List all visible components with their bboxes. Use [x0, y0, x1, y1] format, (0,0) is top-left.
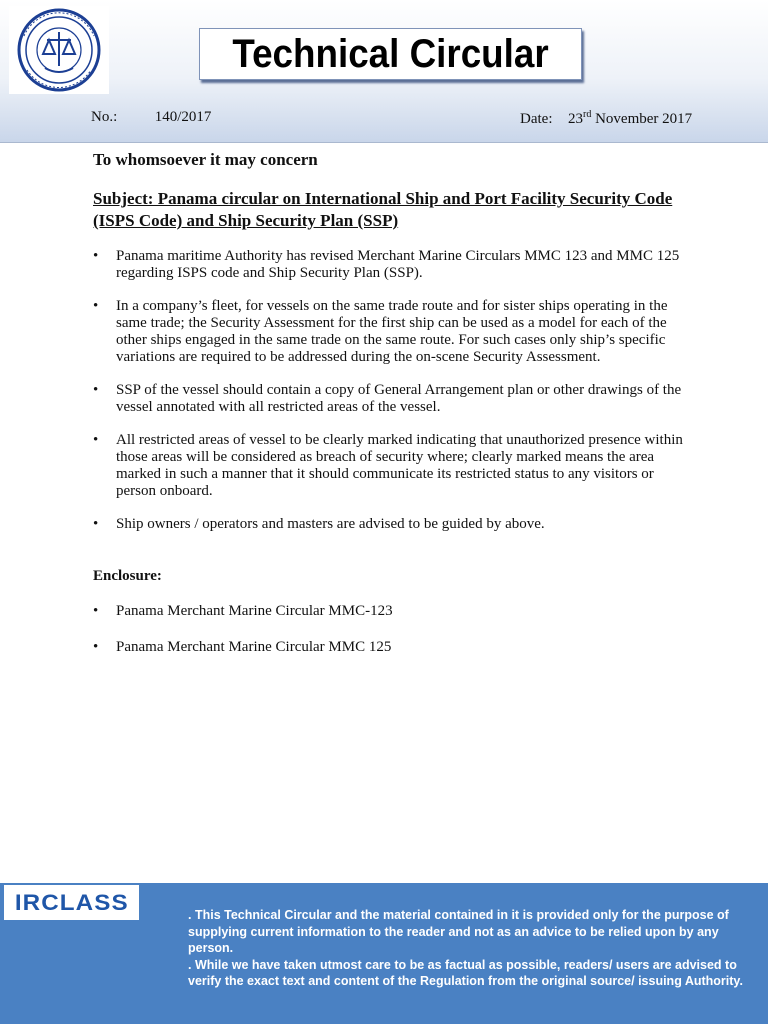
list-item: • In a company’s fleet, for vessels on the same trade route and for sister ships operating in the same trade; the Security Assessment for the first ship can be used as a model for each of the other ships engaged in the same trade on the same route. For such cases only ship’s specific variations are required to be addressed during the on-scene Security Assessment.: [93, 298, 683, 366]
title-box: [199, 28, 582, 80]
list-item: • Panama maritime Authority has revised Merchant Marine Circulars MMC 123 and MMC 125 regarding ISPS code and Ship Security Plan (SSP).: [93, 248, 683, 282]
list-item: • Panama Merchant Marine Circular MMC-123: [93, 603, 683, 620]
list-item: • Panama Merchant Marine Circular MMC 125: [93, 639, 683, 656]
number-value: 140/2017: [154, 109, 212, 125]
irclass-logo: [4, 885, 139, 920]
date-suffix: rd: [582, 109, 592, 120]
disclaimer-paragraph: . While we have taken utmost care to be as factual as possible, readers/ users are advised to verify the exact text and content of the Regulation from the original source/ issuing Authority.: [188, 957, 743, 988]
disclaimer-paragraph: . This Technical Circular and the material contained in it is provided only for the purpose of supplying current information to the reader and not as an advice to be relied upon by any person.: [188, 908, 729, 955]
number-label: No.:: [91, 109, 118, 125]
date-label: Date:: [520, 111, 553, 127]
bullet-list: [93, 248, 683, 549]
list-item: • All restricted areas of vessel to be clearly marked indicating that unauthorized presence within those areas will be considered as breach of security where; clearly marked means the area marked in such a manner that it should communicate its restricted status to any visitors or person onboard.: [93, 432, 683, 500]
irclass-brand: IRCLASS: [14, 890, 129, 915]
enclosure-label: Enclosure:: [93, 568, 162, 584]
page-title: Technical Circular: [232, 32, 549, 76]
salutation: To whomsoever it may concern: [93, 150, 318, 169]
date-rest: November 2017: [591, 111, 693, 127]
date-day: 23: [567, 111, 583, 127]
disclaimer-text: [188, 907, 753, 990]
circular-number: [91, 109, 211, 126]
subject-heading: Subject: Panama circular on International Ship and Port Facility Security Code (ISPS Code) and Ship Security Plan (SSP): [93, 189, 673, 230]
irs-logo-icon: [9, 6, 109, 94]
enclosure-list: [93, 603, 683, 672]
circular-header: [0, 0, 768, 143]
list-item: • Ship owners / operators and masters are advised to be guided by above.: [93, 516, 683, 533]
circular-date: [520, 109, 692, 128]
list-item: • SSP of the vessel should contain a copy of General Arrangement plan or other drawings of the vessel annotated with all restricted areas of the vessel.: [93, 382, 683, 416]
